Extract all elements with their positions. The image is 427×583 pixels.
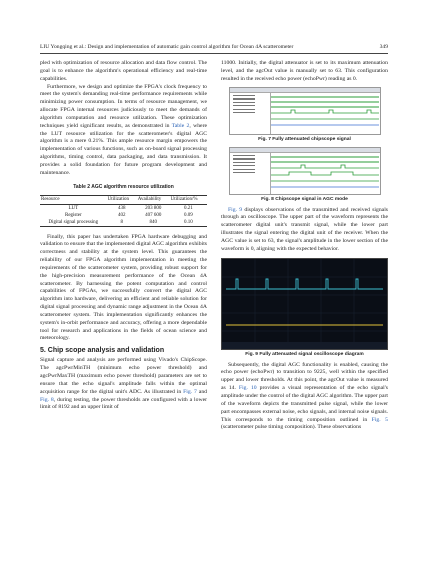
oscilloscope-figure-9 <box>221 258 388 350</box>
figure-caption: Fig. 9 Fully attenuated signal oscilloscope diagram <box>245 351 364 357</box>
table-cell: 0.21 <box>183 205 193 211</box>
section-title: 5. Chip scope analysis and validation <box>40 347 165 355</box>
fig-10-link[interactable]: Fig. 10 <box>238 385 257 392</box>
table-cell: Register <box>64 212 82 218</box>
table-2-link[interactable]: Table 2 <box>171 122 190 129</box>
fig-8-link[interactable]: Fig. 8 <box>40 396 54 403</box>
page-number: 349 <box>379 44 388 50</box>
chipscope-figure-8 <box>229 147 381 195</box>
table-cell: 438 <box>117 205 126 211</box>
table-header: Utilization <box>107 195 137 204</box>
right-column <box>221 60 388 432</box>
fig-7-link[interactable]: Fig. 7 <box>183 388 197 395</box>
paragraph: Fig. 9 displays observations of the transmitted and received signals through an oscilloscope. The upper part of the waveform represents the scatterometer digital unit's transmit signal, while the lower part illustrates the signal entering the digital unit of the receiver. When the AGC value is set to 63, the signal's amplitude in the lower section of the waveform is 0, aligning with the expected behavior. <box>221 206 389 252</box>
paragraph: Finally, this paper has undertaken FPGA hardware debugging and validation to ensure that the implemented digital AGC algorithm exhibits correctness and stability at the system level. This guarantees the reliability of our FPGA algorithm implementation in meeting the requirements of the scatterometer system, providing robust support for the high-precision measurement performance of the Ocean 4A scatterometer. By harnessing the potent computation and control capabilities of FPGAs, we successfully convert the digital AGC algorithm into hardware, delivering an efficient and reliable solution for digital signal processing and dynamic range adjustment in the Ocean 4A scatterometer system. This implementation significantly enhances the system's in-orbit performance and accuracy, offering a more dependable tool for research and applications in the fields of ocean science and meteorology. <box>40 233 207 342</box>
table-caption: Table 2 AGC algorithm resource utilization <box>73 183 174 190</box>
paragraph: pled with optimization of resource allocation and data flow control. The goal is to enhance the algorithm's operational efficiency and real-time capabilities. <box>40 60 207 82</box>
signal-name-panel <box>230 153 271 194</box>
chipscope-figure-7 <box>229 87 381 135</box>
paragraph: Signal capture and analysis are performed using Vivado's ChipScope. The agcPwrMinTH (minimum echo power threshold) and agcPwrMaxTH (maximum echo power threshold) parameters are set to ensure that the echo signal's amplitude falls within the optimal acquisition range for the digital unit's ADC. As illustrated in Fig. 7 and Fig. 8, during testing, the power thresholds are configured with a lower limit of 8192 and an upper limit of <box>40 357 208 411</box>
header-rule <box>40 53 388 54</box>
figure-caption: Fig. 7 Fully attenuated chipscope signal <box>258 136 351 142</box>
fig-5-link[interactable]: Fig. 5 <box>371 416 388 423</box>
left-column <box>40 60 207 412</box>
table-cell: 402 <box>117 212 126 218</box>
table-row <box>40 204 207 212</box>
oscilloscope-traces <box>222 259 387 349</box>
waveform-panel <box>271 93 380 134</box>
waveform-traces <box>271 153 379 193</box>
table-cell: 203 800 <box>145 205 162 211</box>
table-cell: 840 <box>137 219 170 227</box>
table-cell: 407 600 <box>145 212 162 218</box>
fig-9-link[interactable]: Fig. 9 <box>228 206 243 213</box>
table-cell: 0.09 <box>183 212 193 218</box>
paragraph: Furthermore, we design and optimize the FPGA's clock frequency to meet the system's demanding real-time performance requirements while minimizing power consumption. In terms of resource management, we allocate FPGA internal resources judiciously to meet the demands of algorithm computation and resource utilization. These optimization techniques yield significant results, as demonstrated in Table 2, where the LUT resource utilization for the scatterometer's digital AGC algorithm is a mere 0.21%. This ample resource margin empowers the implementation of various functions, such as on-board signal processing algorithms, timing control, data packaging, and data transmission. It provides a solid foundation for future program development and maintenance. <box>40 83 207 176</box>
figure-caption: Fig. 8 Chipscope signal in AGC mode <box>261 196 348 202</box>
paragraph: Subsequently, the digital AGC functionality is enabled, causing the echo power (echoPwr) to transition to 9225, well within the specified upper and lower thresholds. At this point, the agcOut value is measured as 14. Fig. 10 provides a visual representation of the echo signal's amplitude under the control of the digital AGC algorithm. The upper part of the waveform depicts the transmitted pulse signal, while the lower part encompasses external noise, echo signals, and internal noise signals. This corresponds to the timing composition outlined in Fig. 5 (scatterometer pulse timing composition). These observations <box>221 361 388 431</box>
table-cell: 0.10 <box>170 219 207 227</box>
waveform-panel <box>271 153 380 194</box>
running-head <box>40 44 388 51</box>
table-cell: Digital signal processing <box>40 219 107 227</box>
waveform-traces <box>271 93 379 133</box>
running-title: LIU Yongqing et al.: Design and implementation of automatic gain control algorithm for Ocean 4A scatterometer <box>40 44 294 50</box>
table-cell: LUT <box>68 205 79 211</box>
table-header: Availability <box>137 195 170 204</box>
table-row <box>40 219 207 227</box>
resource-table <box>40 195 207 227</box>
table-header: Utilization/% <box>170 195 207 204</box>
table-cell: 8 <box>107 219 137 227</box>
table-row <box>40 212 207 219</box>
signal-name-panel <box>230 93 271 134</box>
table-header: Resource <box>40 195 107 204</box>
paragraph: 11000. Initially, the digital attenuator is set to its maximum attenuation level, and the agcOut value is manually set to 63. This configuration resulted in the received echo power (echoPwr) reading as 0. <box>221 60 388 82</box>
